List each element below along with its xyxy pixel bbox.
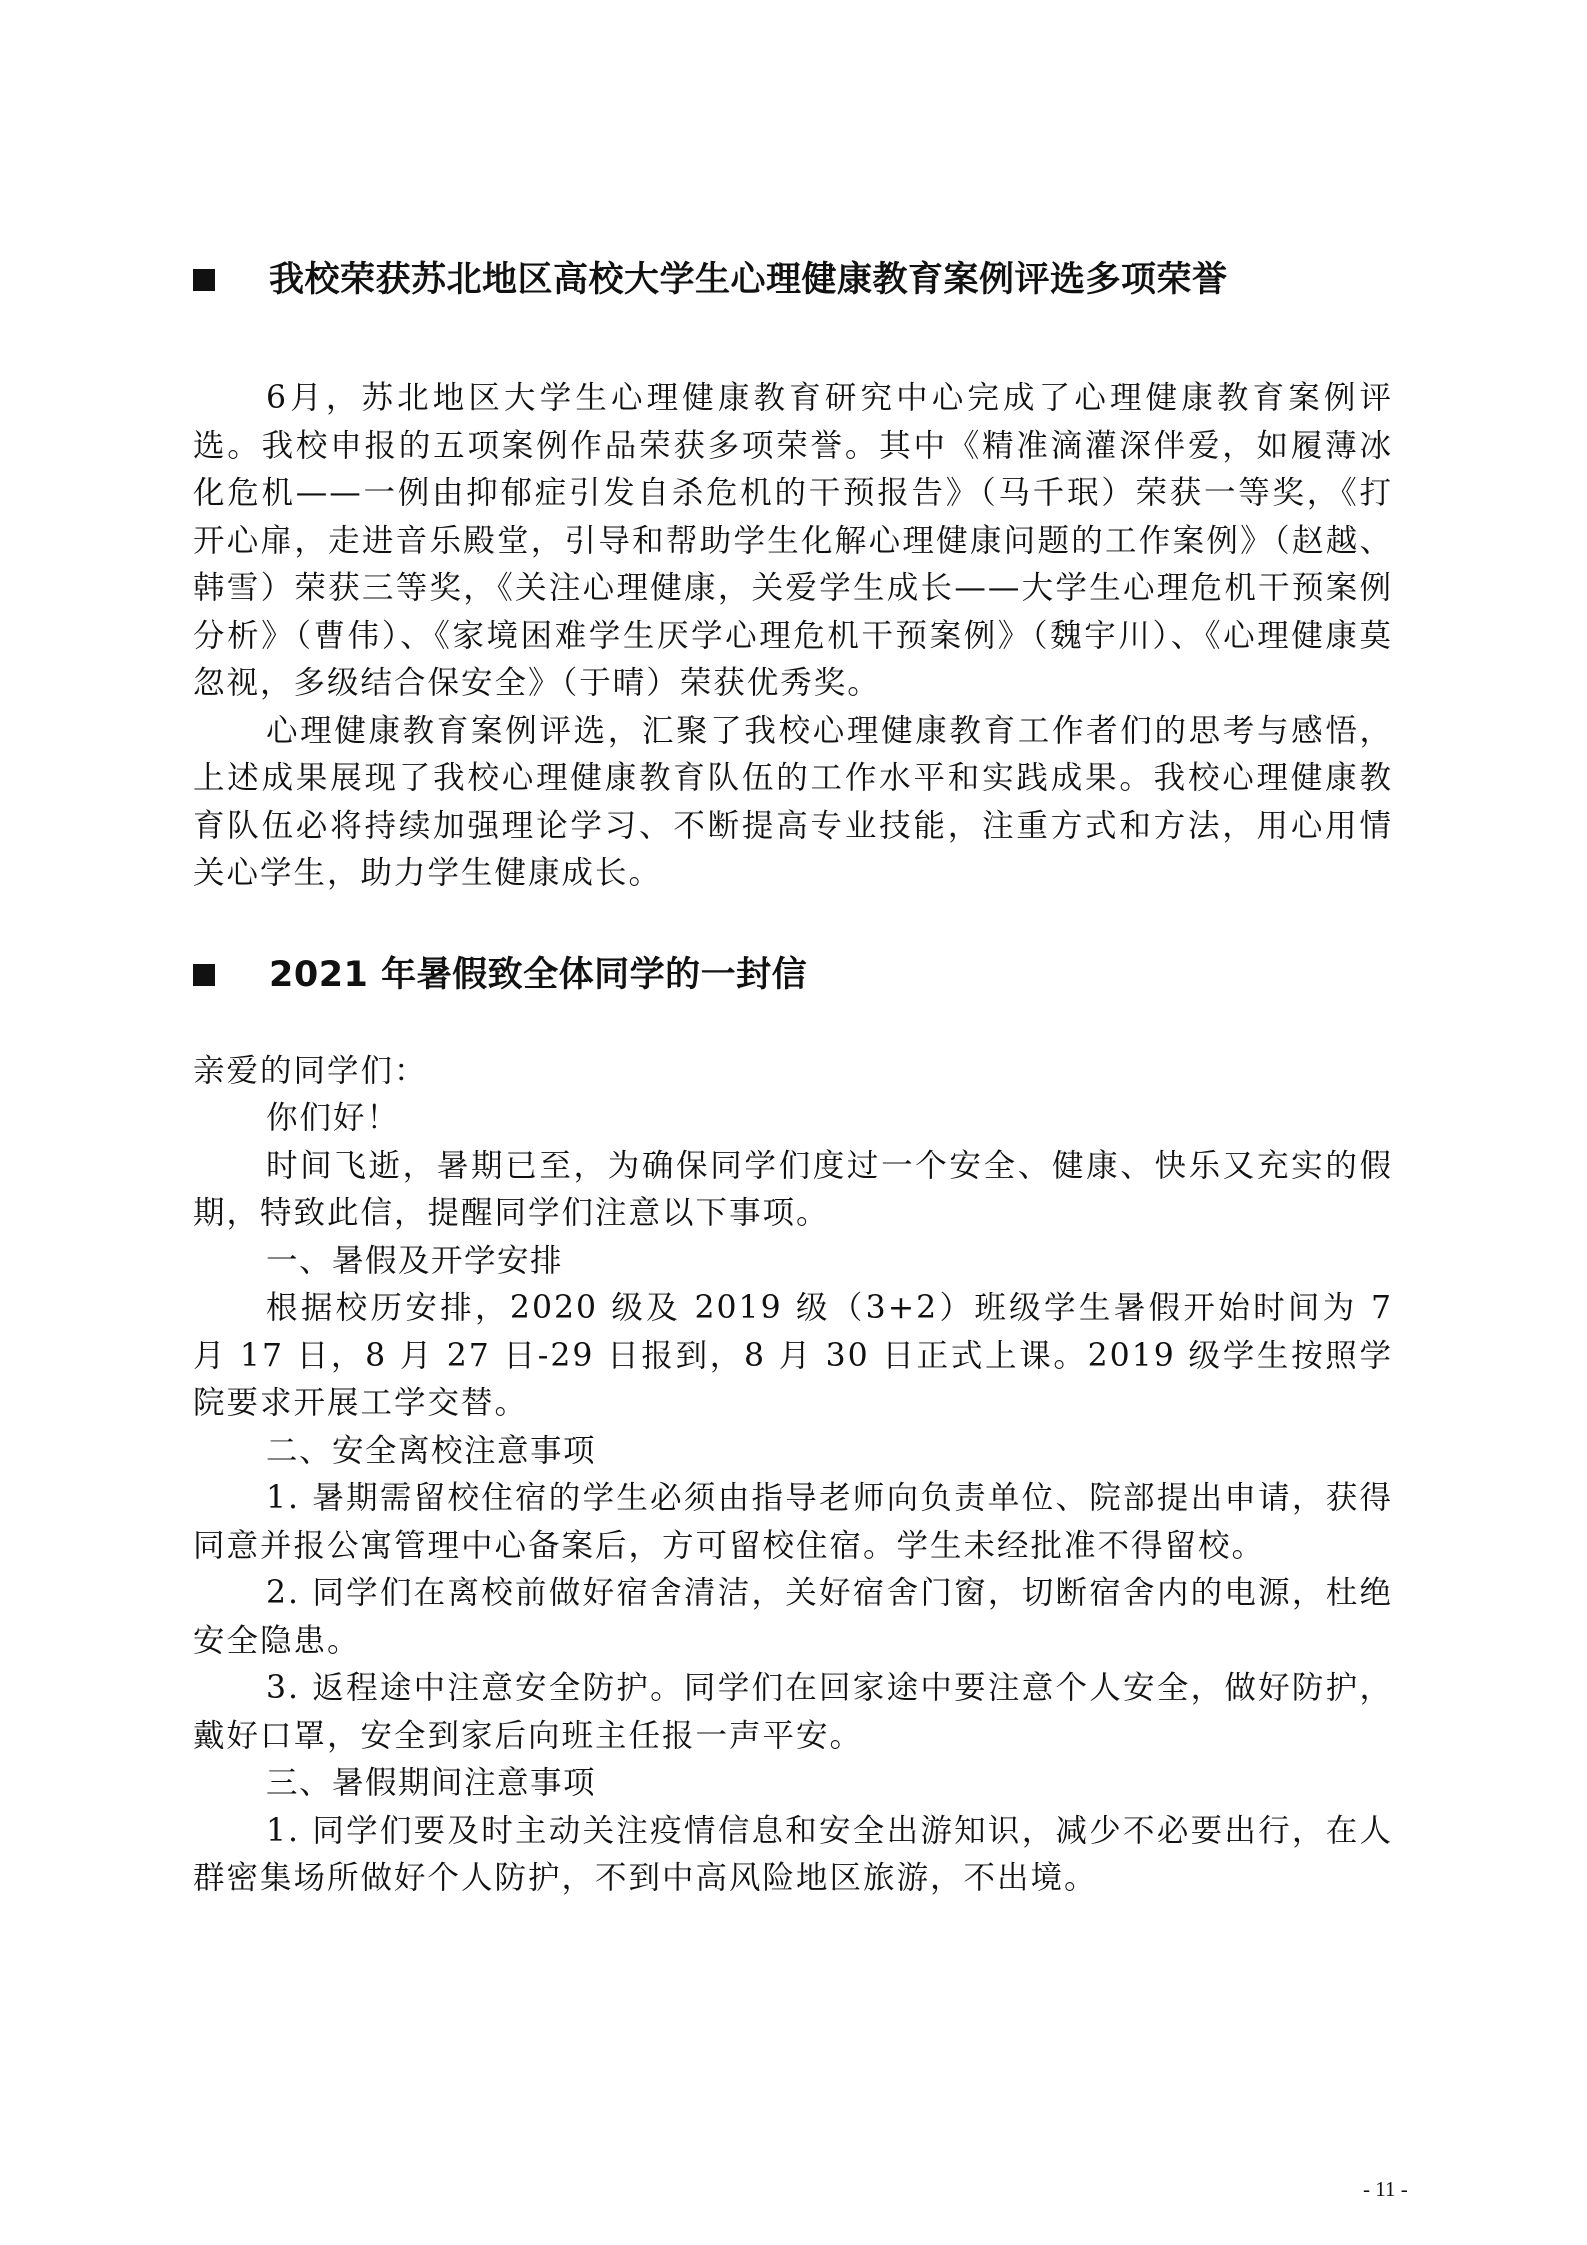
subsection-heading: 一、暑假及开学安排 (266, 1242, 564, 1279)
section-heading-letter (193, 950, 1393, 1000)
body-paragraph: 6月，苏北地区大学生心理健康教育研究中心完成了心理健康教育案例评选。我校申报的五项案例作品荣获多项荣誉。其中《精准滴灌深伴爱，如履薄冰化危机——一例由抑郁症引发自杀危机的干预报告》（马千珉）荣获一等奖，《打开心扉，走进音乐殿堂，引导和帮助学生化解心理健康问题的工作案例》（赵越、韩雪）荣获三等奖，《关注心理健康，关爱学生成长——大学生心理危机干预案例分析》（曹伟）、《家境困难学生厌学心理危机干预案例》（魏宇川）、《心理健康莫忽视，多级结合保安全》（于晴）荣获优秀奖。 (193, 380, 1393, 701)
body-paragraph: 心理健康教育案例评选，汇聚了我校心理健康教育工作者们的思考与感悟，上述成果展现了我校心理健康教育队伍的工作水平和实践成果。我校心理健康教育队伍必将持续加强理论学习、不断提高专业技能，注重方式和方法，用心用情关心学生，助力学生健康成长。 (193, 712, 1393, 891)
page-content (193, 255, 1393, 1903)
list-item: 1. 暑期需留校住宿的学生必须由指导老师向负责单位、院部提出申请，获得同意并报公寓管理中心备案后，方可留校住宿。学生未经批准不得留校。 (193, 1480, 1393, 1564)
subsection-heading: 三、暑假期间注意事项 (266, 1765, 597, 1801)
list-item: 3. 返程途中注意安全防护。同学们在回家途中要注意个人安全，做好防护，戴好口罩，安全到家后向班主任报一声平安。 (193, 1670, 1393, 1754)
list-item: 1. 同学们要及时主动关注疫情信息和安全出游知识，减少不必要出行，在人群密集场所做好个人防护，不到中高风险地区旅游，不出境。 (193, 1812, 1393, 1896)
square-bullet-icon (193, 269, 215, 291)
square-bullet-icon (193, 964, 215, 986)
subsection-heading: 二、安全离校注意事项 (266, 1432, 597, 1469)
page-number: - 11 - (1363, 2177, 1408, 2201)
section-title: 我校荣获苏北地区高校大学生心理健康教育案例评选多项荣誉 (269, 260, 1228, 300)
section-title: 2021 年暑假致全体同学的一封信 (269, 954, 808, 995)
letter-intro: 时间飞逝，暑期已至，为确保同学们度过一个安全、健康、快乐又充实的假期，特致此信，提醒同学们注意以下事项。 (193, 1147, 1393, 1231)
body-paragraph: 根据校历安排，2020 级及 2019 级（3+2）班级学生暑假开始时间为 7 月 17 日，8 月 27 日-29 日报到，8 月 30 日正式上课。2019 级学生按照学院要求开展工学交替。 (193, 1290, 1393, 1421)
section-heading-honors (193, 255, 1393, 305)
letter-greeting: 你们好！ (266, 1100, 401, 1136)
list-item: 2. 同学们在离校前做好宿舍清洁，关好宿舍门窗，切断宿舍内的电源，杜绝安全隐患。 (193, 1575, 1393, 1659)
letter-salutation: 亲爱的同学们： (193, 1052, 428, 1089)
